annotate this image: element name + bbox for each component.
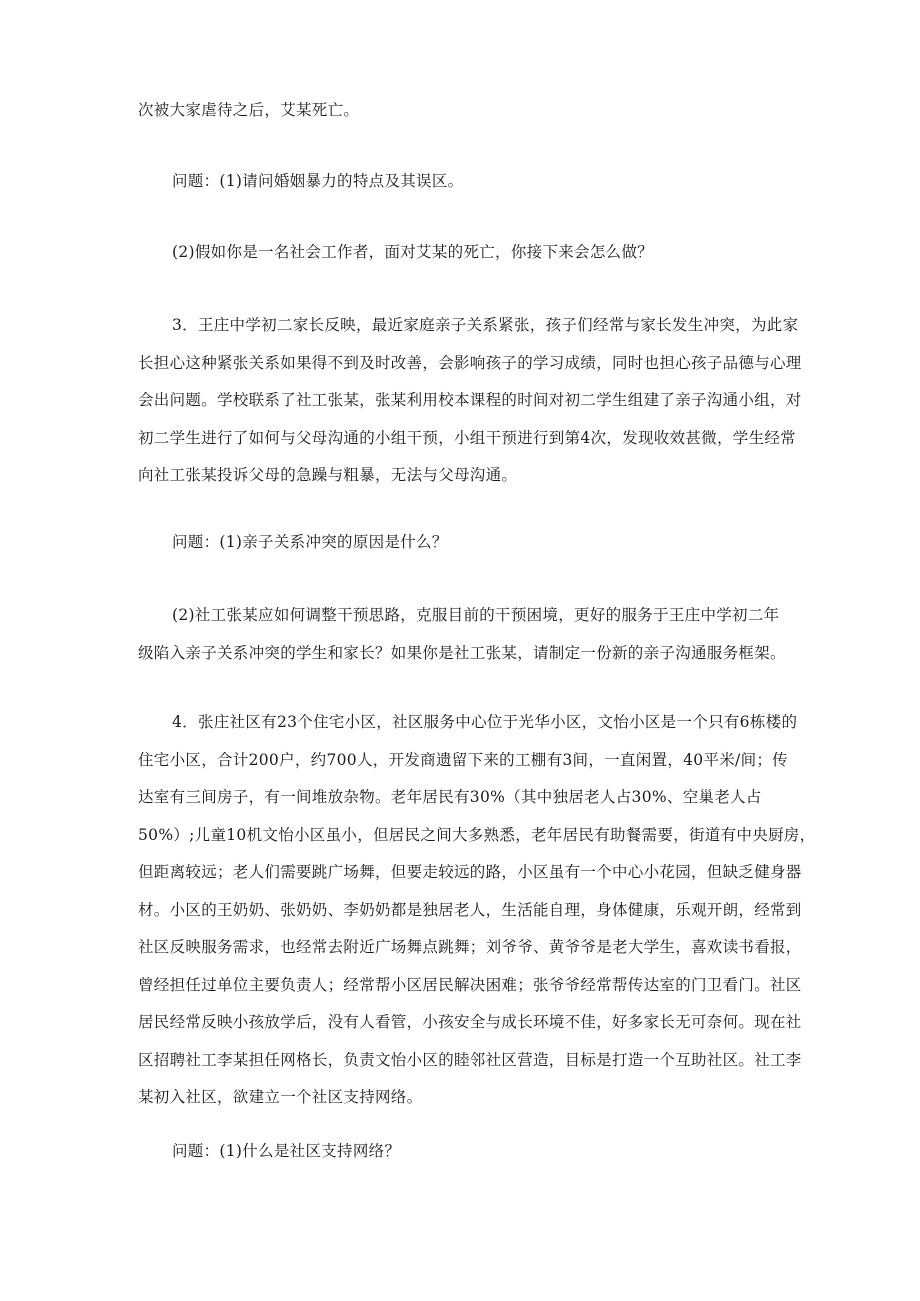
case-3-line: 初二学生进行了如何与父母沟通的小组干预，小组干预进行到第4次，发现收效甚微，学生经常: [138, 428, 796, 447]
case-4-line: 社区反映服务需求，也经常去附近广场舞点跳舞；刘爷爷、黄爷爷是老大学生，喜欢读书看报，: [138, 938, 802, 956]
case-3-paragraph: [138, 307, 802, 495]
case-3-line: 向社工张某投诉父母的急躁与粗暴，无法与父母沟通。: [138, 466, 518, 484]
question-2-part-2: (2)假如你是一名社会工作者，面对艾某的死亡，你接下来会怎么做？: [172, 243, 654, 261]
case-4-paragraph: [138, 704, 816, 1117]
question-3-part-2-line: 级陷入亲子关系冲突的学生和家长？如果你是社工张某，请制定一份新的亲子沟通服务框架。: [138, 643, 786, 662]
case-4-line: 居民经常反映小孩放学后，没有人看管，小孩安全与成长环境不佳，好多家长无可奈何。现在社: [138, 1013, 802, 1031]
case-4-line: 住宅小区，合计200户，约700人，开发商遗留下来的工棚有3间，一直闲置，40平米/间；传: [138, 750, 788, 769]
question-3-part-2: [138, 597, 788, 672]
case-4-line: 达室有三间房子，有一间堆放杂物。老年居民有30%（其中独居老人占30%、空巢老人占: [138, 788, 762, 806]
case-4-line: 某初入社区，欲建立一个社区支持网络。: [138, 1088, 423, 1106]
case-3-line: 长担心这种紧张关系如果得不到及时改善，会影响孩子的学习成绩，同时也担心孩子品德与心理: [138, 353, 802, 372]
question-3-part-2-line: (2)社工张某应如何调整干预思路，克服目前的干预困境，更好的服务于王庄中学初二年: [172, 606, 780, 624]
case-4-line: 4．张庄社区有23个住宅小区，社区服务中心位于光华小区，文怡小区是一个只有6栋楼的: [172, 713, 798, 731]
case-4-line: 材。小区的王奶奶、张奶奶、李奶奶都是独居老人，生活能自理，身体健康，乐观开朗，经常到: [138, 900, 802, 919]
case-4-line: 曾经担任过单位主要负责人；经常帮小区居民解决困难；张爷爷经常帮传达室的门卫看门。社区: [138, 975, 802, 994]
case-3-line: 会出问题。学校联系了社工张某，张某利用校本课程的时间对初二学生组建了亲子沟通小组，对: [138, 391, 802, 409]
case-4-line: 50%）;儿童10机文怡小区虽小，但居民之间大多熟悉，老年居民有助餐需要，街道有中央厨房，: [138, 825, 816, 844]
case-3-line: 3．王庄中学初二家长反映，最近家庭亲子关系紧张，孩子们经常与家长发生冲突，为此家: [172, 316, 799, 334]
question-4-part-1: 问题：(1)什么是社区支持网络？: [172, 1142, 401, 1160]
case-4-line: 区招聘社工李某担任网格长，负责文怡小区的睦邻社区营造，目标是打造一个互助社区。社工李: [138, 1050, 802, 1069]
paragraph-intro-tail: 次被大家虐待之后，艾某死亡。: [138, 101, 360, 119]
case-4-line: 但距离较远；老人们需要跳广场舞，但要走较远的路，小区虽有一个中心小花园，但缺乏健身器: [138, 863, 802, 881]
question-2-part-1: 问题：(1)请问婚姻暴力的特点及其误区。: [172, 172, 464, 190]
question-3-part-1: 问题：(1)亲子关系冲突的原因是什么？: [172, 533, 448, 551]
